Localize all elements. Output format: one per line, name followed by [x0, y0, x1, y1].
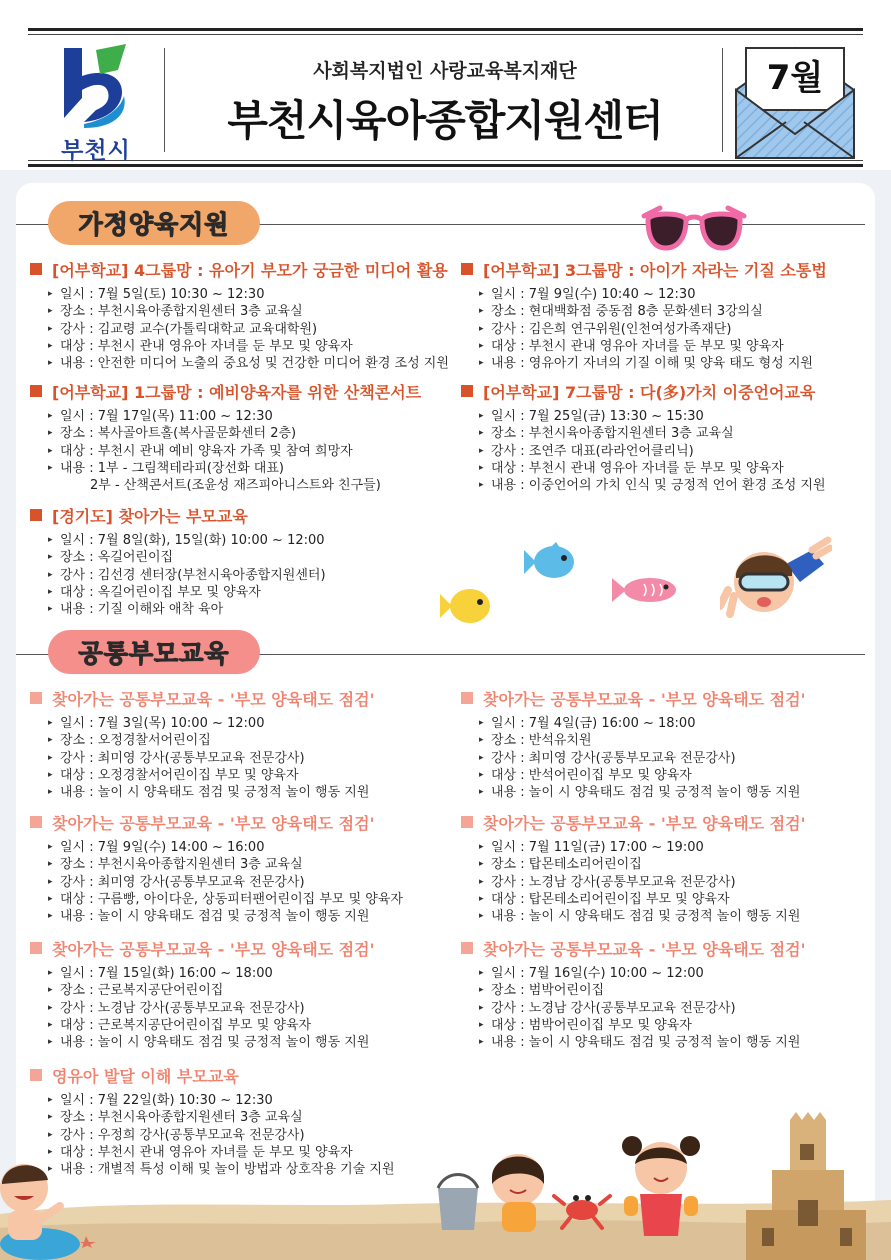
program-details: [461, 286, 881, 372]
program-title: [어부학교] 4그룹망 : 유아기 부모가 궁금한 미디어 활용: [30, 257, 450, 281]
section-pill-common-parenting: [48, 630, 260, 674]
program-details: [461, 715, 881, 801]
program-title: 찾아가는 공통부모교육 - '부모 양육태도 점검': [461, 686, 881, 710]
detail-line: ▸ 장소 : 반석유치원: [479, 732, 881, 749]
program-item: [30, 379, 450, 494]
program-details: [461, 965, 881, 1051]
program-details: [461, 839, 881, 925]
detail-line: ▸ 대상 : 반석어린이집 부모 및 양육자: [479, 767, 881, 784]
header-rule: [28, 160, 863, 161]
header-divider: [164, 48, 165, 152]
city-logo-icon: [44, 40, 148, 130]
header-rule: [28, 28, 863, 31]
detail-line: ▸ 일시 : 7월 11일(금) 17:00 ~ 19:00: [479, 839, 881, 856]
detail-line: ▸ 강사 : 노경남 강사(공통부모교육 전문강사): [48, 1000, 450, 1017]
detail-line: ▸ 장소 : 부천시육아종합지원센터 3층 교육실: [48, 856, 450, 873]
swimming-child-icon: [720, 534, 832, 620]
detail-line: ▸ 일시 : 7월 8일(화), 15일(화) 10:00 ~ 12:00: [48, 532, 450, 549]
detail-line: ▸ 장소 : 복사골아트홀(복사골문화센터 2층): [48, 425, 450, 442]
beach-kids-icon: [620, 1132, 710, 1242]
bullet-square: [30, 263, 42, 275]
program-details: [30, 408, 450, 494]
detail-line: ▸ 장소 : 현대백화점 중동점 8층 문화센터 3강의실: [479, 303, 881, 320]
program-details: [30, 965, 450, 1051]
detail-line: ▸ 장소 : 범박어린이집: [479, 982, 881, 999]
section-title: 가정양육지원: [78, 210, 230, 239]
detail-line: ▸ 강사 : 최미영 강사(공통부모교육 전문강사): [479, 750, 881, 767]
detail-line: ▸ 강사 : 김교령 교수(가톨릭대학교 교육대학원): [48, 321, 450, 338]
detail-line: ▸ 장소 : 옥길어린이집: [48, 549, 450, 566]
program-details: [30, 532, 450, 618]
header-rule: [28, 164, 863, 167]
bullet-square: [30, 816, 42, 828]
program-item: [30, 810, 450, 925]
section-title: 공통부모교육: [78, 639, 230, 668]
beach-kids-icon: [432, 1140, 632, 1240]
month-label: 7월: [766, 58, 824, 98]
detail-line: ▸ 내용 : 놀이 시 양육태도 점검 및 긍정적 놀이 행동 지원: [48, 784, 450, 801]
header-divider: [722, 48, 723, 152]
detail-line: ▸ 장소 : 오정경찰서어린이집: [48, 732, 450, 749]
detail-line: ▸ 내용 : 안전한 미디어 노출의 중요성 및 건강한 미디어 환경 조성 지원: [48, 355, 450, 372]
detail-line: ▸ 일시 : 7월 5일(토) 10:30 ~ 12:30: [48, 286, 450, 303]
detail-line: ▸ 일시 : 7월 16일(수) 10:00 ~ 12:00: [479, 965, 881, 982]
detail-line: ▸ 내용 : 놀이 시 양육태도 점검 및 긍정적 놀이 행동 지원: [48, 1034, 450, 1051]
program-details: [30, 286, 450, 372]
program-details: [30, 715, 450, 801]
bullet-square: [30, 385, 42, 397]
detail-line: ▸ 대상 : 부천시 관내 예비 양육자 가족 및 참여 희망자: [48, 443, 450, 460]
detail-line: ▸ 강사 : 노경남 강사(공통부모교육 전문강사): [479, 874, 881, 891]
bullet-square: [461, 942, 473, 954]
sunglasses-icon: [640, 202, 748, 252]
section-pill-home-parenting: [48, 201, 260, 245]
detail-line: ▸ 대상 : 부천시 관내 영유아 자녀를 둔 부모 및 양육자: [479, 460, 881, 477]
program-details: [461, 408, 881, 494]
fish-icon: [438, 584, 496, 628]
bullet-square: [461, 263, 473, 275]
program-title: 찾아가는 공통부모교육 - '부모 양육태도 점검': [461, 810, 881, 834]
program-title: 영유아 발달 이해 부모교육: [30, 1063, 450, 1087]
detail-line: ▸ 장소 : 탑몬테소리어린이집: [479, 856, 881, 873]
header-rule: [28, 34, 863, 35]
detail-line: ▸ 강사 : 김은희 연구위원(인천여성가족재단): [479, 321, 881, 338]
header: [0, 0, 891, 170]
bullet-square: [461, 692, 473, 704]
detail-line: ▸ 장소 : 부천시육아종합지원센터 3층 교육실: [479, 425, 881, 442]
detail-line: ▸ 일시 : 7월 22일(화) 10:30 ~ 12:30: [48, 1092, 450, 1109]
program-title: 찾아가는 공통부모교육 - '부모 양육태도 점검': [30, 810, 450, 834]
program-title: [경기도] 찾아가는 부모교육: [30, 503, 450, 527]
program-item: [30, 686, 450, 801]
program-item: [461, 686, 881, 801]
program-title: [어부학교] 3그룹망 : 아이가 자라는 기질 소통법: [461, 257, 881, 281]
program-item: [461, 810, 881, 925]
sandcastle-icon: [742, 1100, 872, 1260]
detail-line: ▸ 강사 : 조연주 대표(라라언어클리닉): [479, 443, 881, 460]
detail-line: ▸ 일시 : 7월 25일(금) 13:30 ~ 15:30: [479, 408, 881, 425]
bullet-square: [30, 692, 42, 704]
detail-line: ▸ 내용 : 이중언어의 가치 인식 및 긍정적 언어 환경 조성 지원: [479, 477, 881, 494]
city-logo: [44, 40, 148, 164]
program-item: [30, 257, 450, 372]
detail-line: ▸ 내용 : 놀이 시 양육태도 점검 및 긍정적 놀이 행동 지원: [479, 908, 881, 925]
bullet-square: [461, 816, 473, 828]
program-item: [461, 936, 881, 1051]
detail-line: ▸ 대상 : 옥길어린이집 부모 및 양육자: [48, 584, 450, 601]
detail-line: ▸ 내용 : 놀이 시 양육태도 점검 및 긍정적 놀이 행동 지원: [479, 1034, 881, 1051]
detail-line: 2부 - 산책콘서트(조윤성 재즈피아니스트와 친구들): [90, 478, 381, 494]
bullet-square: [30, 1069, 42, 1081]
fish-icon: [522, 540, 582, 584]
detail-line: ▸ 일시 : 7월 9일(수) 10:40 ~ 12:30: [479, 286, 881, 303]
org-subtitle: 사회복지법인 사랑교육복지재단: [313, 60, 577, 82]
program-item: [30, 936, 450, 1051]
detail-line: ▸ 일시 : 7월 4일(금) 16:00 ~ 18:00: [479, 715, 881, 732]
bullet-square: [30, 509, 42, 521]
detail-line: ▸ 내용 : 놀이 시 양육태도 점검 및 긍정적 놀이 행동 지원: [479, 784, 881, 801]
org-title: 부천시육아종합지원센터: [227, 96, 663, 145]
program-title: [어부학교] 7그룹망 : 다(多)가치 이중언어교육: [461, 379, 881, 403]
detail-line: ▸ 내용 : 1부 - 그림책테라피(장선화 대표): [48, 460, 450, 477]
program-item: [30, 503, 450, 618]
detail-line: ▸ 대상 : 구름빵, 아이다운, 상동피터팬어린이집 부모 및 양육자: [48, 891, 450, 908]
detail-line: ▸ 대상 : 부천시 관내 영유아 자녀를 둔 부모 및 양육자: [48, 338, 450, 355]
city-logo-text: 부천시: [61, 138, 131, 164]
detail-line: ▸ 대상 : 근로복지공단어린이집 부모 및 양육자: [48, 1017, 450, 1034]
program-title: 찾아가는 공통부모교육 - '부모 양육태도 점검': [30, 936, 450, 960]
program-details: [30, 839, 450, 925]
program-title: 찾아가는 공통부모교육 - '부모 양육태도 점검': [461, 936, 881, 960]
program-item: [461, 257, 881, 372]
detail-line: ▸ 강사 : 노경남 강사(공통부모교육 전문강사): [479, 1000, 881, 1017]
detail-line: ▸ 내용 : 영유아기 자녀의 기질 이해 및 양육 태도 형성 지원: [479, 355, 881, 372]
detail-line: ▸ 일시 : 7월 17일(목) 11:00 ~ 12:30: [48, 408, 450, 425]
detail-line: ▸ 일시 : 7월 3일(목) 10:00 ~ 12:00: [48, 715, 450, 732]
detail-line: ▸ 내용 : 개별적 특성 이해 및 놀이 방법과 상호작용 기술 지원: [48, 1161, 450, 1178]
bullet-square: [461, 385, 473, 397]
bullet-square: [30, 942, 42, 954]
detail-line: ▸ 강사 : 최미영 강사(공통부모교육 전문강사): [48, 750, 450, 767]
program-item: [461, 379, 881, 494]
detail-line: ▸ 강사 : 우정희 강사(공통부모교육 전문강사): [48, 1127, 450, 1144]
detail-line: ▸ 내용 : 놀이 시 양육태도 점검 및 긍정적 놀이 행동 지원: [48, 908, 450, 925]
fish-icon: [610, 572, 682, 608]
detail-line: ▸ 내용 : 기질 이해와 애착 육아: [48, 601, 450, 618]
detail-line: ▸ 장소 : 근로복지공단어린이집: [48, 982, 450, 999]
detail-line: ▸ 장소 : 부천시육아종합지원센터 3층 교육실: [48, 1109, 450, 1126]
detail-line: ▸ 강사 : 최미영 강사(공통부모교육 전문강사): [48, 874, 450, 891]
detail-line: ▸ 장소 : 부천시육아종합지원센터 3층 교육실: [48, 303, 450, 320]
detail-line: ▸ 대상 : 탑몬테소리어린이집 부모 및 양육자: [479, 891, 881, 908]
detail-line: ▸ 일시 : 7월 15일(화) 16:00 ~ 18:00: [48, 965, 450, 982]
detail-line: ▸ 대상 : 부천시 관내 영유아 자녀를 둔 부모 및 양육자: [479, 338, 881, 355]
program-title: 찾아가는 공통부모교육 - '부모 양육태도 점검': [30, 686, 450, 710]
detail-line: ▸ 일시 : 7월 9일(수) 14:00 ~ 16:00: [48, 839, 450, 856]
detail-line: ▸ 강사 : 김선경 센터장(부천시육아종합지원센터): [48, 567, 450, 584]
detail-line: ▸ 대상 : 부천시 관내 영유아 자녀를 둔 부모 및 양육자: [48, 1144, 450, 1161]
detail-line: ▸ 대상 : 범박어린이집 부모 및 양육자: [479, 1017, 881, 1034]
program-title: [어부학교] 1그룹망 : 예비양육자를 위한 산책콘서트: [30, 379, 450, 403]
beach-kids-icon: [0, 1158, 120, 1260]
detail-line: ▸ 대상 : 오정경찰서어린이집 부모 및 양육자: [48, 767, 450, 784]
